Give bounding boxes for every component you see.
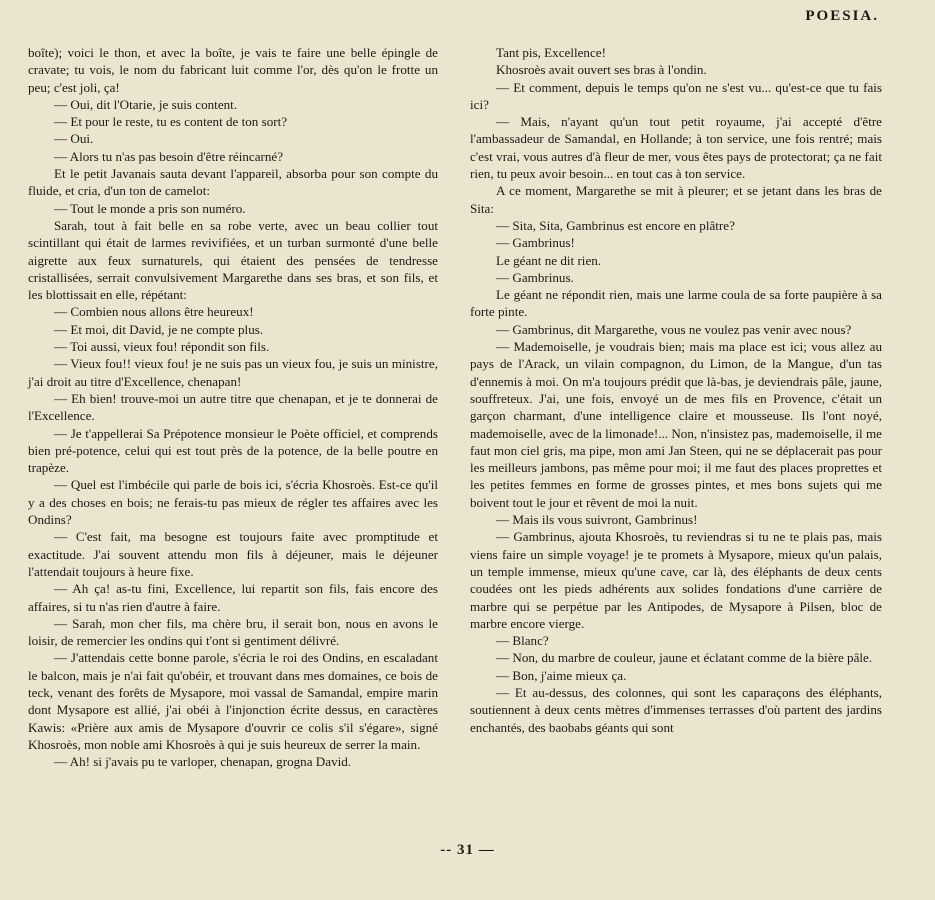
paragraph: — Ah! si j'avais pu te varloper, chenapan, grogna David. [54, 754, 352, 770]
paragraph: — Mais ils vous suivront, Gambrinus! [496, 512, 698, 528]
paragraph: Et le petit Javanais sauta devant l'appareil, absorba pour son compte du fluide, et cria, d'un ton de camelot: [28, 166, 438, 199]
paragraph: — Non, du marbre de couleur, jaune et éclatant comme de la bière pâle. [496, 650, 873, 666]
right-column [470, 44, 882, 736]
paragraph: — Gambrinus, ajouta Khosroès, tu reviendras si tu ne te plais pas, mais viens faire un simple voyage! je te promets à Mysapore, mieux qu'un palais, un temple immense, mieux qu'une cave, car là, des éléphants de deux cents coudées ont les pieds adhérents aux solides fondations d'une carrière de marbre qui se perpétue par les Antipodes, de Mysapore à Pilsen, bloc de marbre encore vierge. [470, 529, 882, 631]
paragraph: — Quel est l'imbécile qui parle de bois ici, s'écria Khosroès. Est-ce qu'il y a des choses en bois; ne ferais-tu pas mieux de régler tes affaires avec les Ondins? [28, 477, 438, 528]
paragraph: — Mais, n'ayant qu'un tout petit royaume, j'ai accepté d'être l'ambassadeur de Samandal, en Hollande; à ton service, une fois rentré; mais c'est vrai, vous autres d'à fleur de mer, vous êtes pays de protectorat; ça ne fait rien, tu peux avoir besoin... en tout cas à ton service. [470, 114, 882, 182]
paragraph: boîte); voici le thon, et avec la boîte, je vais te faire une belle épingle de cravate; tu vois, le nom du fabricant luit comme l'or, dès qu'on le frotte un peu; c'est joli, ça! [28, 45, 438, 95]
paragraph: — Et au-dessus, des colonnes, qui sont les caparaçons des éléphants, soutiennent à deux cents mètres d'immenses terrasses d'où partent des jardins enchantés, des baobabs géants qui sont [470, 684, 882, 735]
paragraph: — Mademoiselle, je voudrais bien; mais ma place est ici; vous allez au pays de l'Arack, un vilain compagnon, du Limon, de la Mangue, d'un tas d'ennemis à moi. On m'a toujours prédit que là-bas, je deviendrais pâle, jaune, souffreteux. J'ai, une fois, envoyé un de mes fils en Provence, c'était un garçon charmant, d'une intelligence claire et mousseuse. Ils l'ont noyé, mademoiselle, avec de la limonade!... Non, n'insistez pas, mademoiselle, il me faut mon ciel gris, ma pipe, mon ami Jan Steen, qui ne se déplacerait pas pour les meilleurs jambons, pas même pour moi; il me faut des places proprettes et les petites femmes en forme de grosses pintes, et mes bons sujets qui me boivent tout le jour et rêvent de moi la nuit. [470, 339, 882, 510]
paragraph: A ce moment, Margarethe se mit à pleurer; et se jetant dans les bras de Sita: [470, 183, 882, 216]
paragraph: Sarah, tout à fait belle en sa robe verte, avec un beau collier tout scintillant qui était de larmes revivifiées, et un turban surmonté d'une belle aigrette aux feux surnaturels, qui étaient des pensées de tendresse cristallisées, serrait convulsivement Margarethe dans ses bras, et son fils, et les blottissait en elle, répétant: [28, 217, 438, 303]
left-column [28, 44, 438, 770]
paragraph: — Oui, dit l'Otarie, je suis content. [54, 96, 238, 112]
paragraph: — Blanc? [496, 633, 549, 649]
paragraph: — Vieux fou!! vieux fou! je ne suis pas un vieux fou, je suis un ministre, j'ai droit au titre d'Excellence, chenapan! [28, 356, 438, 389]
paragraph: — Eh bien! trouve-moi un autre titre que chenapan, et je te donnerai de l'Excellence. [28, 390, 438, 424]
paragraph: Tant pis, Excellence! [496, 45, 606, 60]
paragraph: — Bon, j'aime mieux ça. [496, 667, 627, 683]
paragraph: — Ah ça! as-tu fini, Excellence, lui repartit son fils, fais encore des affaires, si tu n'as rien d'autre à faire. [28, 581, 438, 614]
journal-header: POESIA. [805, 8, 879, 24]
paragraph: — Gambrinus! [496, 235, 575, 251]
paragraph: — Sita, Sita, Gambrinus est encore en plâtre? [496, 217, 735, 233]
paragraph: — C'est fait, ma besogne est toujours faite avec promptitude et exactitude. J'ai souvent attendu mon fils à déjeuner, mais le déjeuner l'attendait toujours à heure fixe. [28, 529, 438, 579]
paragraph: — Combien nous allons être heureux! [54, 304, 254, 320]
paragraph: — Gambrinus. [496, 269, 574, 285]
paragraph: — Et pour le reste, tu es content de ton sort? [54, 114, 288, 130]
paragraph: Khosroès avait ouvert ses bras à l'ondin. [496, 62, 707, 78]
page-number: -- 31 — [440, 842, 495, 858]
paragraph: — Alors tu n'as pas besoin d'être réincarné? [54, 148, 284, 164]
paragraph: — Oui. [54, 131, 94, 147]
paragraph: — Et moi, dit David, je ne compte plus. [54, 321, 264, 337]
paragraph: — Sarah, mon cher fils, ma chère bru, il serait bon, nous en avons le loisir, de remercier les ondins qui t'ont si gentiment délivré. [28, 615, 438, 649]
paragraph: Le géant ne répondit rien, mais une larme coula de sa forte paupière à sa forte pinte. [470, 287, 882, 320]
paragraph: — Gambrinus, dit Margarethe, vous ne voulez pas venir avec nous? [496, 321, 852, 337]
paragraph: — Et comment, depuis le temps qu'on ne s'est vu... qu'est-ce que tu fais ici? [470, 79, 882, 112]
paragraph: — Toi aussi, vieux fou! répondit son fils. [54, 339, 270, 355]
paragraph: — J'attendais cette bonne parole, s'écria le roi des Ondins, en escaladant le balcon, mais je n'ai fait qu'obéir, et trouvant dans mes domaines, ce bois de teck, venant des forêts de Mysapore, moi vassal de Samandal, empire marin dont Mysapore est allié, j'ai obéi à l'injonction écrite dessus, en caractères Kawis: «Prière aux amis de Mysapore d'ouvrir ce colis s'il s'égare», signé Khosroès, mon noble ami Khosroès à qui je suis heureux de serrer la main. [28, 650, 438, 752]
paragraph: — Je t'appellerai Sa Prépotence monsieur le Poète officiel, et comprends bien pré-potence, celui qui est tout près de la potence, de la belle poutre en trapèze. [28, 425, 438, 476]
paragraph: Le géant ne dit rien. [496, 252, 602, 268]
paragraph: — Tout le monde a pris son numéro. [54, 200, 246, 216]
